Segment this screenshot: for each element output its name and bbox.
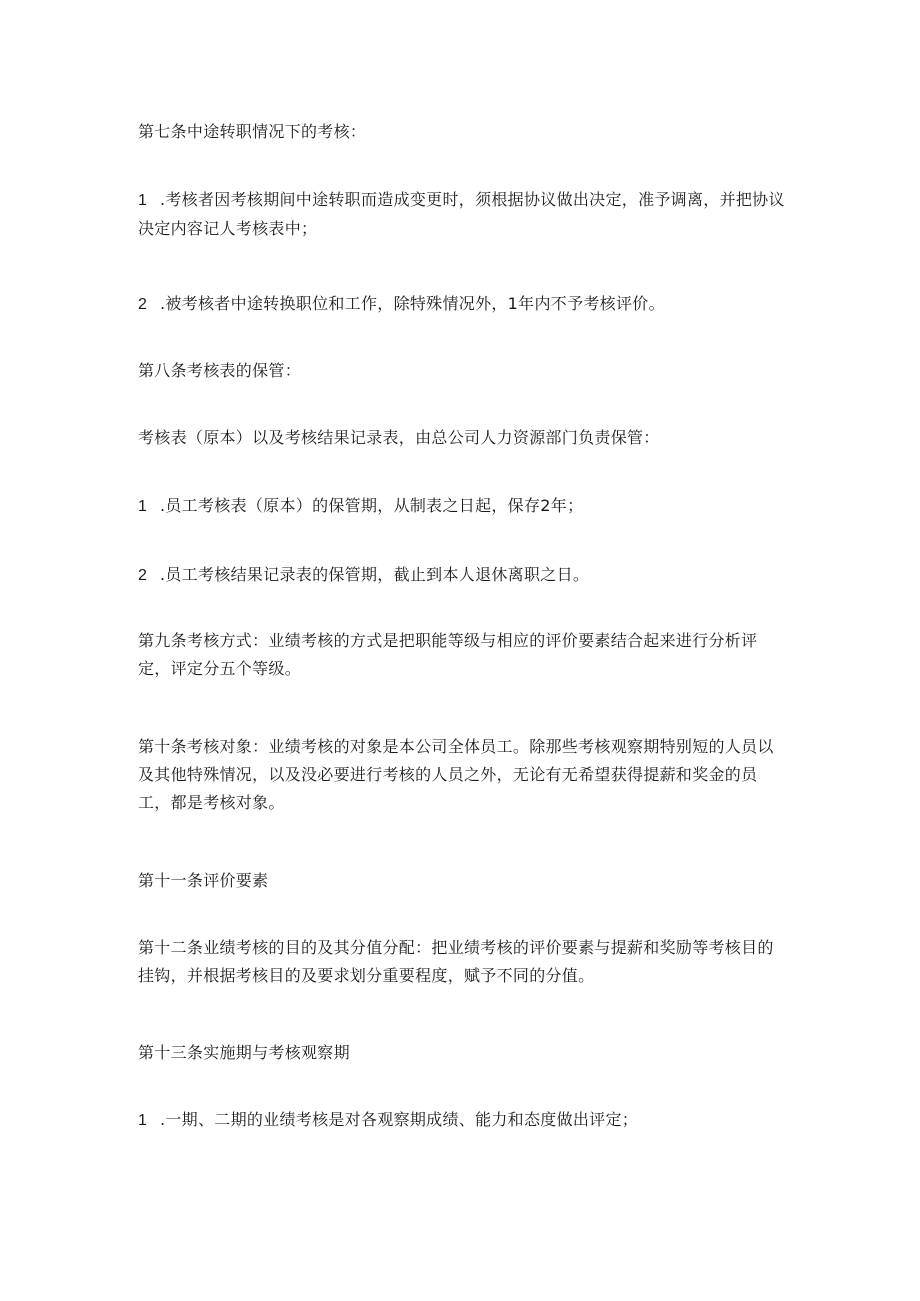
- article-7-item-1: [138, 186, 788, 243]
- list-number: 1: [138, 498, 148, 515]
- article-12: 第十二条业绩考核的目的及其分值分配：把业绩考核的评价要素与提薪和奖励等考核目的挂钩，并根据考核目的及要求划分重要程度，赋予不同的分值。: [138, 938, 774, 985]
- article-8-item-1: [138, 492, 788, 521]
- article-8-title: 第八条考核表的保管：: [138, 361, 302, 380]
- article-11: 第十一条评价要素: [138, 871, 269, 890]
- article-8-item-2: [138, 561, 788, 590]
- list-number: 2: [138, 567, 148, 584]
- article-13-item-1: [138, 1106, 788, 1135]
- article-7-title: 第七条中途转职情况下的考核：: [138, 122, 367, 141]
- list-number: 1: [138, 1112, 148, 1129]
- list-item-text: .考核者因考核期间中途转职而造成变更时，须根据协议做出决定，准予调离，并把协议决定内容记人考核表中；: [138, 190, 785, 238]
- list-number: 1: [138, 192, 148, 209]
- article-13-title: 第十三条实施期与考核观察期: [138, 1043, 350, 1062]
- article-8-intro: 考核表（原本）以及考核结果记录表，由总公司人力资源部门负责保管：: [138, 428, 660, 447]
- article-7-item-2: [138, 290, 788, 319]
- list-item-text: .被考核者中途转换职位和工作，除特殊情况外，1年内不予考核评价。: [160, 294, 665, 313]
- list-item-text: .员工考核表（原本）的保管期，从制表之日起，保存2年；: [160, 496, 584, 515]
- list-item-text: .员工考核结果记录表的保管期，截止到本人退休离职之日。: [160, 565, 590, 584]
- list-item-text: .一期、二期的业绩考核是对各观察期成绩、能力和态度做出评定；: [160, 1110, 639, 1129]
- list-number: 2: [138, 296, 148, 313]
- article-10: 第十条考核对象：业绩考核的对象是本公司全体员工。除那些考核观察期特别短的人员以及其他特殊情况，以及没必要进行考核的人员之外，无论有无希望获得提薪和奖金的员工，都是考核对象。: [138, 737, 774, 812]
- article-9: 第九条考核方式：业绩考核的方式是把职能等级与相应的评价要素结合起来进行分析评定，评定分五个等级。: [138, 631, 758, 678]
